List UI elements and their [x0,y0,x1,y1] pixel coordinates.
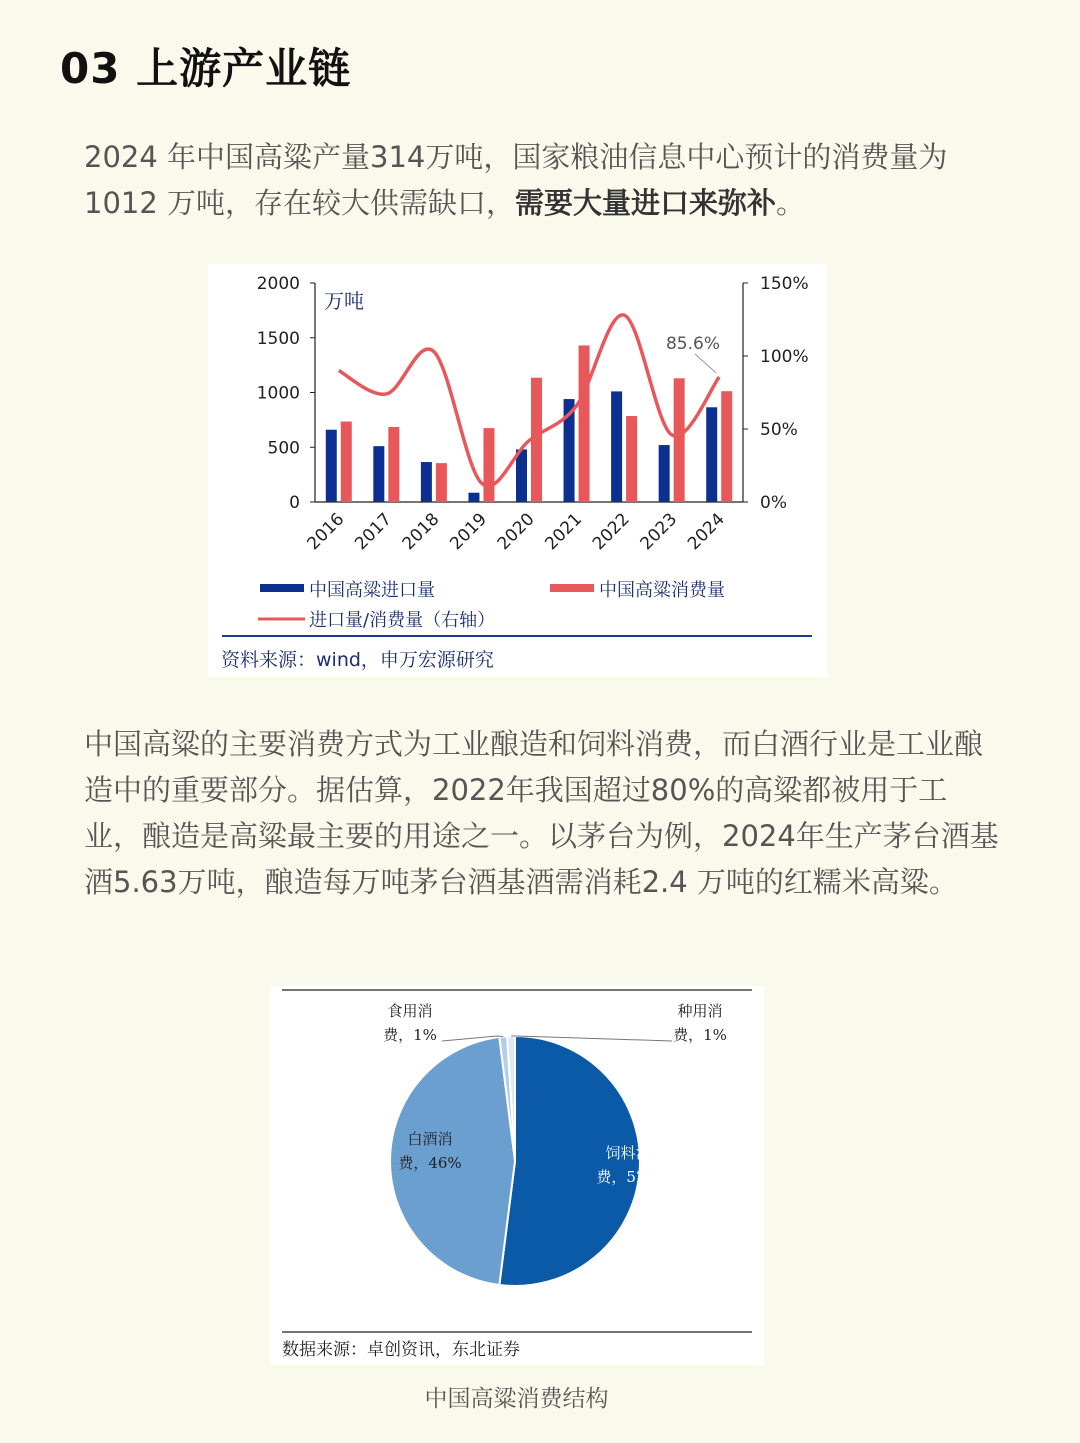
unit-label: 万吨 [324,289,364,313]
intro-paragraph [84,134,1004,226]
x-tick-label: 2017 [351,509,396,555]
x-tick-label: 2022 [588,509,634,555]
annotation-leader [695,354,716,373]
intro-text: 2024 年中国高粱产量314万吨，国家粮油信息中心预计的消费量为1012 万吨，存在较大供需缺口， [84,140,948,220]
consumption-bar [721,391,732,502]
x-tick-label: 2016 [303,509,349,555]
import-bar [421,462,432,502]
pie-chart-svg [270,986,764,1365]
legend-ratio-label: 进口量/消费量（右轴） [309,610,496,631]
consumption-bar [579,345,590,502]
consumption-bar [626,416,637,502]
pie-label: 食用消 [387,1002,433,1020]
section-heading: 03 上游产业链 [60,44,352,93]
left-tick-label: 500 [267,438,300,459]
left-tick-label: 2000 [256,274,300,294]
import-bar [326,430,337,502]
right-tick-label: 100% [760,347,809,367]
left-tick-label: 0 [289,493,300,513]
left-tick-label: 1500 [256,328,300,349]
consumption-paragraph: 中国高粱的主要消费方式为工业酿造和饲料消费，而白酒行业是工业酿造中的重要部分。据估算，2022年我国超过80%的高粱都被用于工业，酿造是高粱最主要的用途之一。以茅台为例，2024年生产茅台酒基酒5.63万吨，酿造每万吨茅台酒基酒需消耗2.4 万吨的红糯米高粱。 [84,727,999,899]
consumption-bar [674,378,685,502]
import-bar [468,493,479,502]
import-bar [611,391,622,502]
legend-import-label: 中国高粱进口量 [309,580,435,601]
legend-consumption-swatch [550,584,594,592]
consumption-structure-chart [270,986,764,1365]
pie-label: 饲料消 [605,1144,651,1162]
import-bar [659,445,670,502]
intro-emphasis: 需要大量进口来弥补 [515,186,777,220]
import-bar [706,407,717,502]
pie-label: 费，1% [673,1026,727,1044]
pie-label: 费，52% [596,1168,660,1186]
left-tick-label: 1000 [256,383,300,404]
x-tick-label: 2018 [398,509,444,555]
x-tick-label: 2023 [636,509,682,555]
pie-label: 费，1% [383,1026,437,1044]
consumption-bar [436,463,447,502]
right-tick-label: 150% [760,274,809,294]
pie-caption: 中国高粱消费结构 [424,1386,609,1412]
import-bar [373,446,384,502]
consumption-bar [483,428,494,502]
x-tick-label: 2019 [446,509,491,555]
import-consumption-chart [208,264,827,677]
annotation-label: 85.6% [665,334,721,354]
legend-import-swatch [260,584,304,592]
pie-label: 种用消 [677,1002,723,1020]
bar-line-chart-svg [208,264,827,677]
pie-source-label: 数据来源：卓创资讯，东北证券 [282,1340,520,1360]
import-bar [516,449,527,502]
source-label: 资料来源：wind，申万宏源研究 [221,649,494,671]
right-tick-label: 0% [760,493,787,513]
consumption-bar [341,422,352,502]
x-tick-label: 2024 [684,509,729,555]
x-tick-label: 2021 [541,509,587,555]
x-tick-label: 2020 [493,509,539,555]
pie-label: 白酒消 [407,1130,453,1148]
pie-label: 费，46% [398,1154,462,1172]
consumption-bar [388,427,399,502]
intro-tail: 。 [776,186,806,220]
right-tick-label: 50% [760,420,798,440]
legend-consumption-label: 中国高粱消费量 [599,580,725,601]
